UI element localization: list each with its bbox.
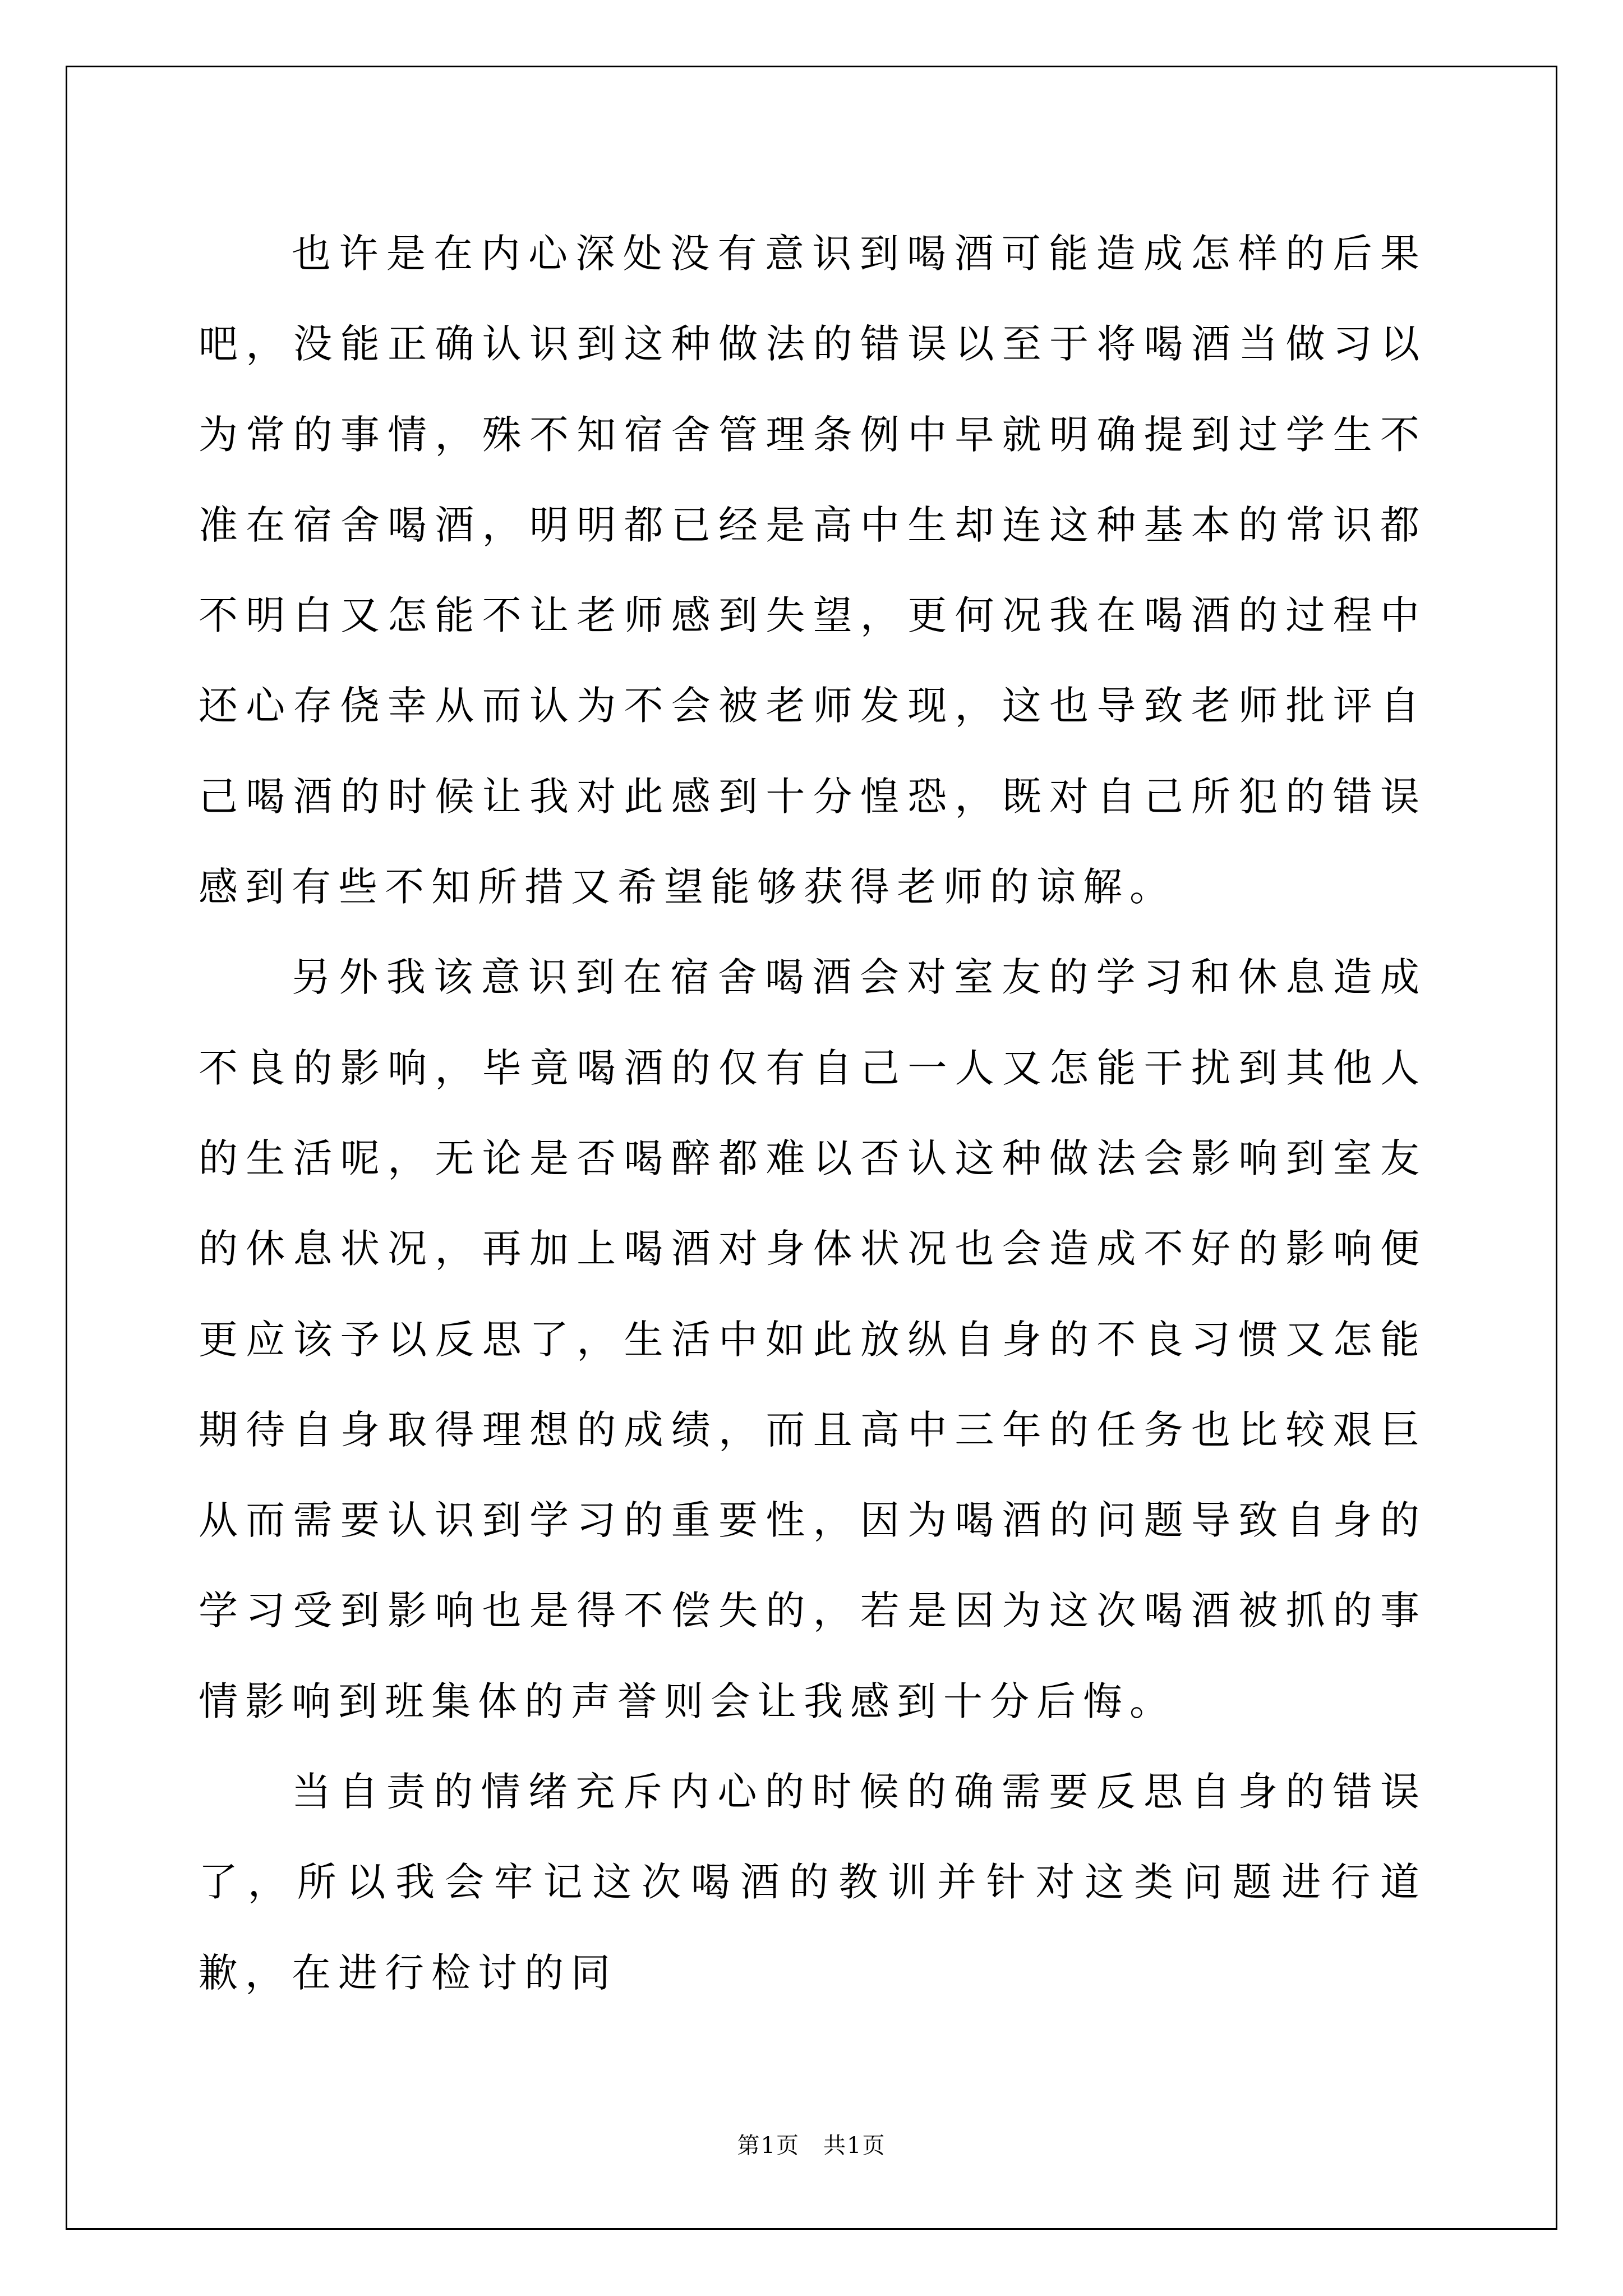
paragraph-2: 另外我该意识到在宿舍喝酒会对室友的学习和休息造成不良的影响，毕竟喝酒的仅有自己一人又怎能干扰到其他人的生活呢，无论是否喝醉都难以否认这种做法会影响到室友的休息状况，再加上喝酒对身体状况也会造成不好的影响便更应该予以反思了，生活中如此放纵自身的不良习惯又怎能期待自身取得理想的成绩，而且高中三年的任务也比较艰巨从而需要认识到学习的重要性，因为喝酒的问题导致自身的学习受到影响也是得不偿失的，若是因为这次喝酒被抓的事情影响到班集体的声誉则会让我感到十分后悔。 xyxy=(199,954,1427,1724)
document-body xyxy=(199,209,1427,2018)
paragraph-3: 当自责的情绪充斥内心的时候的确需要反思自身的错误了，所以我会牢记这次喝酒的教训并针对这类问题进行道歉，在进行检讨的同 xyxy=(199,1769,1427,1996)
page-number-footer: 第1页 共1页 xyxy=(737,2133,886,2159)
paragraph-1: 也许是在内心深处没有意识到喝酒可能造成怎样的后果吧，没能正确认识到这种做法的错误以至于将喝酒当做习以为常的事情，殊不知宿舍管理条例中早就明确提到过学生不准在宿舍喝酒，明明都已经是高中生却连这种基本的常识都不明白又怎能不让老师感到失望，更何况我在喝酒的过程中还心存侥幸从而认为不会被老师发现，这也导致老师批评自己喝酒的时候让我对此感到十分惶恐，既对自己所犯的错误感到有些不知所措又希望能够获得老师的谅解。 xyxy=(199,231,1427,910)
